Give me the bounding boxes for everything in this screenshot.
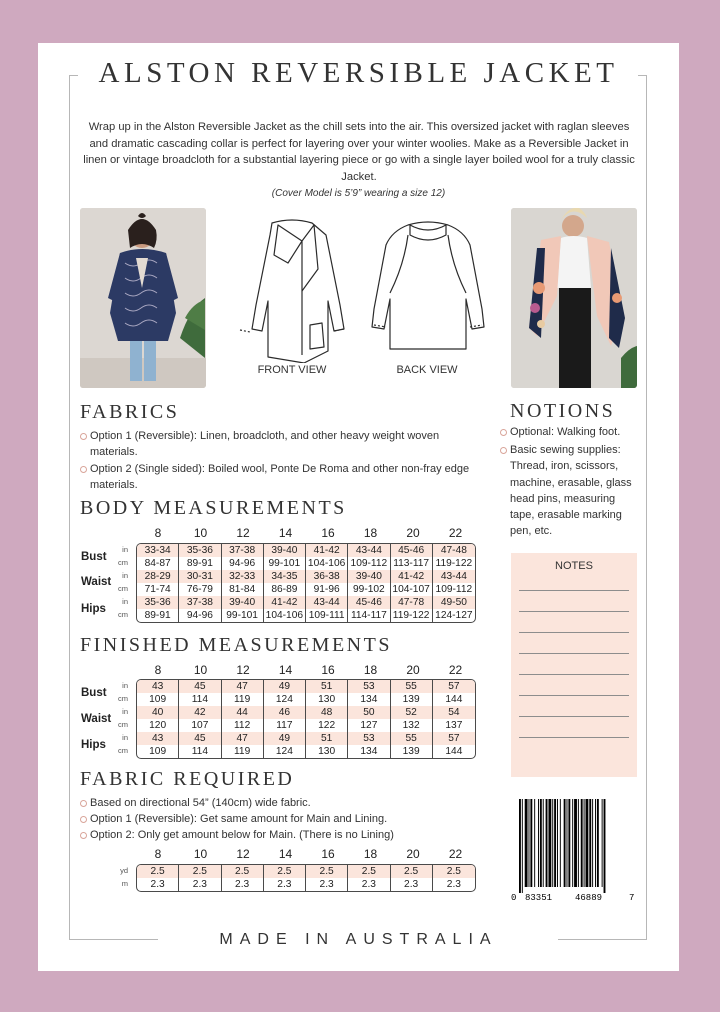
fabrics-list [80,428,480,493]
barcode-bar [567,799,568,887]
barcode-bar [560,799,561,887]
barcode-bar [568,799,570,887]
fabric-required-note-2: Option 1 (Reversible): Get same amount for Main and Lining. [80,811,480,827]
table-row: 40 42 44 46 48 50 52 54 [137,706,475,719]
finished-measurements-heading: FINISHED MEASUREMENTS [80,634,392,656]
size-label: 10 [193,847,208,861]
finished-size-header [136,663,536,677]
barcode-bar [543,799,544,887]
notes-title: NOTES [555,560,593,572]
size-label: 8 [154,847,162,861]
page-title: ALSTON REVERSIBLE JACKET [98,57,619,89]
front-view-label: FRONT VIEW [257,364,327,376]
table-row: 43 45 47 49 51 53 55 57 [137,680,475,693]
barcode-digits-left: 83351 [525,893,553,903]
body-hips-label: Hips [81,603,106,615]
notes-line [519,653,629,654]
barcode-bar [557,799,558,887]
fabric-required-table [136,864,476,892]
notions-list [500,424,640,541]
notion-item-1: Optional: Walking foot. [500,424,640,440]
size-label: 8 [154,526,162,540]
finished-hips-label: Hips [81,739,106,751]
back-view-sketch [368,213,488,368]
size-label: 18 [363,847,378,861]
fabric-option-2: Option 2 (Single sided): Boiled wool, Ponte De Roma and other non-fray edge materials. [80,461,480,493]
barcode-bar [595,799,596,887]
barcode-bar [554,799,556,887]
notes-line [519,716,629,717]
size-label: 12 [236,526,250,540]
notes-line [519,590,629,591]
table-row: 120 107 112 117 122 127 132 137 [137,719,475,732]
barcode-bar [522,799,523,893]
barcode [511,797,637,907]
front-view-sketch [234,213,350,368]
size-label: 22 [448,526,463,540]
barcode-digit-last: 7 [629,893,635,903]
pattern-card: ALSTON REVERSIBLE JACKET Wrap up in the Alston Reversible Jacket as the chill sets into the air. This oversized jacket with raglan sleeves and dramatic cascading collar is perfect for layering over your winter woolies. Make as a Reversible Jacket in linen or vintage broadcloth for a substantial layering piece or go with a single layer boiled wool for a truly classic Jacket. (Cover Model is 5’9” wearing a size 12) FRONT VIEW BACK VIEW FABRICS Option 1 (Reversible): Linen, broadcloth, and other heavy weight woven materials. Option 2 (Single sided): Boiled wool, Ponte De Roma and other non-fray edge materials. NOTIONS Optional: Walking foot. Basic sewing supplies: Thread, iron, scissors, machine, erasable, glass head pins, measuring tape, erasable marking pen, etc. NOTES BODY MEASUREMENTS 8 10 12 14 16 18 20 22 Bust Waist Hips in cm in cm in cm 33-34 35-36 37-38 39-40 41-42 43-44 45-46 47-48 84-87 89-91 94-96 99-101 104-106 109-112 113-117 119-122 28-29 30-31 32-33 34-35 36-38 39-40 41-42 43-44 71-74 76-79 81-84 86-89 91-96 99-102 104-107 109-112 35-36 37-38 39-40 41-42 43-44 45-46 47-78 49-50 89-91 94-96 99-101 104-106 109-111 114-117 119-122 124-127 FINISHED MEASUREMENTS 8 10 12 14 16 18 20 22 Bust Waist Hips in cm in cm in cm 43 45 47 49 51 53 55 57 109 114 119 124 130 134 139 144 40 42 44 46 48 50 52 54 120 107 112 117 122 127 132 137 43 45 47 49 51 53 55 57 109 114 119 124 130 134 139 144 FABRIC REQUIRED Based on directional 54” (140cm) wide fabric. Option 1 (Reversible): Get same amount for Main and Lining. Option 2: Only get amount below for Main. (There is no Lining) 8 10 12 14 16 18 20 22 yd m 2.5 2.5 2.5 2.5 2.5 2.5 2.5 2.5 2.3 2.3 2.3 2.3 2.3 2.3 2.3 2.3 0 83351 46889 7 MADE IN AUSTRALIA [38,43,679,971]
cover-model-note: (Cover Model is 5’9” wearing a size 12) [271,188,446,199]
barcode-bar [525,799,528,887]
notes-line [519,632,629,633]
size-label: 22 [448,847,463,861]
fabric-required-list [80,795,480,843]
fabric-required-heading: FABRIC REQUIRED [80,768,295,790]
size-label: 10 [193,526,208,540]
fabric-size-header [136,847,536,861]
size-label: 18 [363,526,378,540]
body-bust-label: Bust [81,551,107,563]
size-label: 16 [321,847,335,861]
table-row: 2.5 2.5 2.5 2.5 2.5 2.5 2.5 2.5 [137,865,475,878]
table-row: 28-29 30-31 32-33 34-35 36-38 39-40 41-42 43-44 [137,570,475,583]
table-row: 71-74 76-79 81-84 86-89 91-96 99-102 104-107 109-112 [137,583,475,596]
barcode-bar [578,799,579,887]
fabrics-heading: FABRICS [80,401,180,423]
barcode-bar [529,799,530,887]
barcode-bar [586,799,589,887]
size-label: 14 [278,526,293,540]
size-label: 16 [321,663,335,677]
size-label: 16 [321,526,335,540]
barcode-bar [597,799,599,887]
barcode-bar [589,799,591,887]
fabric-required-note-1: Based on directional 54” (140cm) wide fabric. [80,795,480,811]
barcode-bar [602,799,603,887]
size-label: 14 [278,847,293,861]
barcode-digit-first: 0 [511,893,517,903]
finished-measurements-table [136,679,476,759]
table-row: 2.3 2.3 2.3 2.3 2.3 2.3 2.3 2.3 [137,878,475,891]
barcode-bar [519,799,521,893]
barcode-bar [581,799,583,887]
size-label: 12 [236,847,250,861]
barcode-digits-right: 46889 [575,893,603,903]
barcode-bar [548,799,551,887]
body-waist-label: Waist [81,576,112,588]
finished-waist-label: Waist [81,713,112,725]
table-row: 84-87 89-91 94-96 99-101 104-106 109-112 113-117 119-122 [137,557,475,570]
barcode-bar [540,799,542,887]
size-label: 20 [406,526,420,540]
model-photo-front [80,208,206,388]
intro-text: Wrap up in the Alston Reversible Jacket as the chill sets into the air. This oversized jacket with raglan sleeves and dramatic cascading collar is perfect for layering over your winter woolies. Make as a Reversible Jacket in linen or vintage broadcloth for a substantial layering piece or go with a single layer boiled wool for a truly classic Jacket. [83,121,635,183]
notion-item-2: Basic sewing supplies: Thread, iron, scissors, machine, erasable, glass head pins, measuring tape, erasable marking pen, etc. [500,442,640,539]
table-row: 109 114 119 124 130 134 139 144 [137,745,475,758]
barcode-bar [572,799,573,887]
fabric-option-1: Option 1 (Reversible): Linen, broadcloth, and other heavy weight woven materials. [80,428,480,460]
size-label: 14 [278,663,293,677]
model-photo-reverse [511,208,637,388]
notions-heading: NOTIONS [510,400,616,422]
size-label: 12 [236,663,250,677]
fabric-required-note-3: Option 2: Only get amount below for Main. (There is no Lining) [80,827,480,843]
table-row: 109 114 119 124 130 134 139 144 [137,693,475,706]
barcode-bar [604,799,606,893]
notes-line [519,611,629,612]
barcode-bar [584,799,585,887]
barcode-bar [538,799,539,887]
footer-made-in: MADE IN AUSTRALIA [219,931,498,948]
back-view-label: BACK VIEW [396,364,458,376]
table-row: 35-36 37-38 39-40 41-42 43-44 45-46 47-78 49-50 [137,596,475,609]
notes-line [519,737,629,738]
size-label: 20 [406,663,420,677]
table-row: 33-34 35-36 37-38 39-40 41-42 43-44 45-46 47-48 [137,544,475,557]
barcode-bar [592,799,593,887]
size-label: 18 [363,663,378,677]
body-size-header [136,526,536,540]
finished-bust-label: Bust [81,687,107,699]
notes-line [519,695,629,696]
barcode-bar [530,799,532,887]
table-row: 89-91 94-96 99-101 104-106 109-111 114-117 119-122 124-127 [137,609,475,622]
size-label: 22 [448,663,463,677]
barcode-bar [564,799,566,887]
barcode-bar [574,799,577,887]
barcode-bar [552,799,553,887]
barcode-bar [546,799,548,887]
size-label: 20 [406,847,420,861]
barcode-bar [534,799,535,887]
size-label: 8 [154,663,162,677]
size-label: 10 [193,663,208,677]
table-row: 43 45 47 49 51 53 55 57 [137,732,475,745]
body-measurements-table [136,543,476,623]
body-measurements-heading: BODY MEASUREMENTS [80,497,347,519]
